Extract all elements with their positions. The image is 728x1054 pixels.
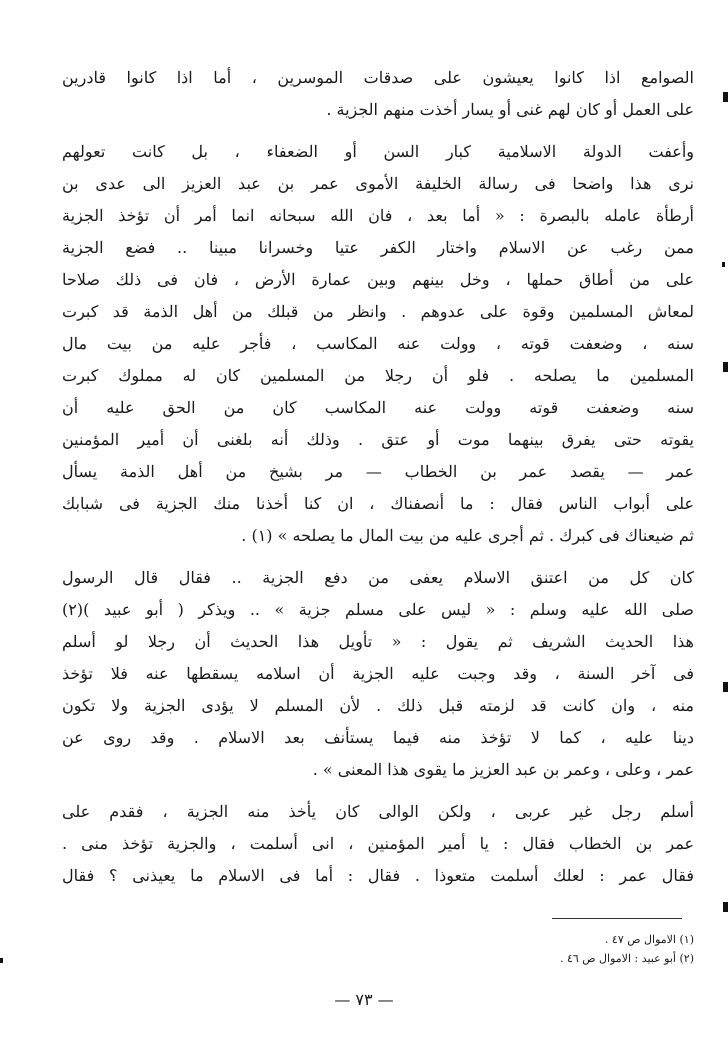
text-line: المسلمين ما يصلحه . فلو أن رجلا من المسلمين كان له مملوك كبرت [62, 366, 694, 385]
text-line: سنه وضعفت قوته وولت عنه المكاسب كان من الحق عليه أن [62, 398, 694, 417]
footnotes [394, 930, 694, 968]
text-line: سنه ، وضعفت قوته ، وولت عنه المكاسب ، فأجر عليه من بيت مال [62, 334, 694, 353]
text-line: نرى هذا واضحا فى رسالة الخليفة الأموى عمر بن عبد العزيز الى عدى بن [62, 174, 694, 193]
text-line: كان كل من اعتنق الاسلام يعفى من دفع الجزية .. فقال قال الرسول [62, 568, 694, 587]
scan-edge-mark [723, 682, 728, 692]
page-number: — ٧٣ — [334, 990, 394, 1009]
paragraph-2 [62, 136, 694, 552]
text-line: ممن رغب عن الاسلام واختار الكفر عتيا وخسرانا مبينا .. فضع الجزية [62, 238, 694, 257]
text-line: وأعفت الدولة الاسلامية كبار السن أو الضعفاء ، بل كانت تعولهم [62, 142, 694, 161]
text-line: يقوته حتى يفرق بينهما موت أو عتق . وذلك أنه بلغنى أن أمير المؤمنين [62, 430, 694, 449]
text-line: أرطأة عامله بالبصرة : « أما بعد ، فان الله سبحانه انما أمر أن تؤخذ الجزية [62, 206, 694, 225]
text-line: منه ، وان كانت قد لزمته قبل ذلك . لأن المسلم لا يؤدى الجزية ولا تكون [62, 696, 694, 715]
scan-edge-mark [723, 362, 728, 372]
text-line: أسلم رجل غير عربى ، ولكن الوالى كان يأخذ منه الجزية ، فقدم على [62, 802, 694, 821]
scan-edge-mark [0, 958, 3, 963]
text-line: هذا الحديث الشريف ثم يقول : « تأويل هذا الحديث أن رجلا لو أسلم [62, 632, 694, 651]
paragraph-1 [62, 62, 694, 126]
text-line: لمعاش المسلمين وقوة على عدوهم . وانظر من قبلك من أهل الذمة قد كبرت [62, 302, 694, 321]
footnote-1: (١) الاموال ص ٤٧ . [604, 933, 694, 946]
paragraph-4 [62, 796, 694, 892]
paragraph-3 [62, 562, 694, 786]
text-line: على أبواب الناس فقال : ما أنصفناك ، ان كنا أخذنا منك الجزية فى شبابك [62, 494, 694, 513]
text-line: عمر بن الخطاب فقال : يا أمير المؤمنين ، انى أسلمت ، والجزية تؤخذ منى . [62, 834, 694, 853]
scan-edge-mark [723, 902, 728, 912]
text-line: على العمل أو كان لهم غنى أو يسار أخذت منهم الجزية . [326, 100, 694, 119]
text-line: عمر — يقصد عمر بن الخطاب — مر بشيخ من أهل الذمة يسأل [62, 462, 694, 481]
scan-edge-mark [723, 92, 728, 102]
text-line: فقال عمر : لعلك أسلمت متعوذا . فقال : أما فى الاسلام ما يعيذنى ؟ فقال [62, 866, 694, 885]
text-line: ثم ضيعناك فى كبرك . ثم أجرى عليه من بيت المال ما يصلحه » (١) . [241, 526, 694, 545]
body-text [62, 62, 694, 892]
text-line: الصوامع اذا كانوا يعيشون على صدقات الموسرين ، أما اذا كانوا قادرين [62, 68, 694, 87]
scan-edge-mark [722, 262, 725, 267]
text-line: على من أطاق حملها ، وخل بينهم وبين عمارة الأرض ، فان فى ذلك صلاحا [62, 270, 694, 289]
text-line: عمر ، وعلى ، وعمر بن عبد العزيز ما يقوى هذا المعنى » . [312, 760, 694, 779]
text-line: دينا عليه ، كما لا تؤخذ منه فيما يستأنف بعد الاسلام . وقد روى عن [62, 728, 694, 747]
text-line: فى آخر السنة ، وقد وجبت عليه الجزية أن اسلامه يسقطها عنه فلا تؤخذ [62, 664, 694, 683]
footnote-separator [552, 918, 682, 919]
text-line: صلى الله عليه وسلم : « ليس على مسلم جزية » .. ويذكر ( أبو عبيد )(٢) [62, 600, 694, 619]
footnote-2: (٢) أبو عبيد : الاموال ص ٤٦ . [559, 952, 694, 965]
